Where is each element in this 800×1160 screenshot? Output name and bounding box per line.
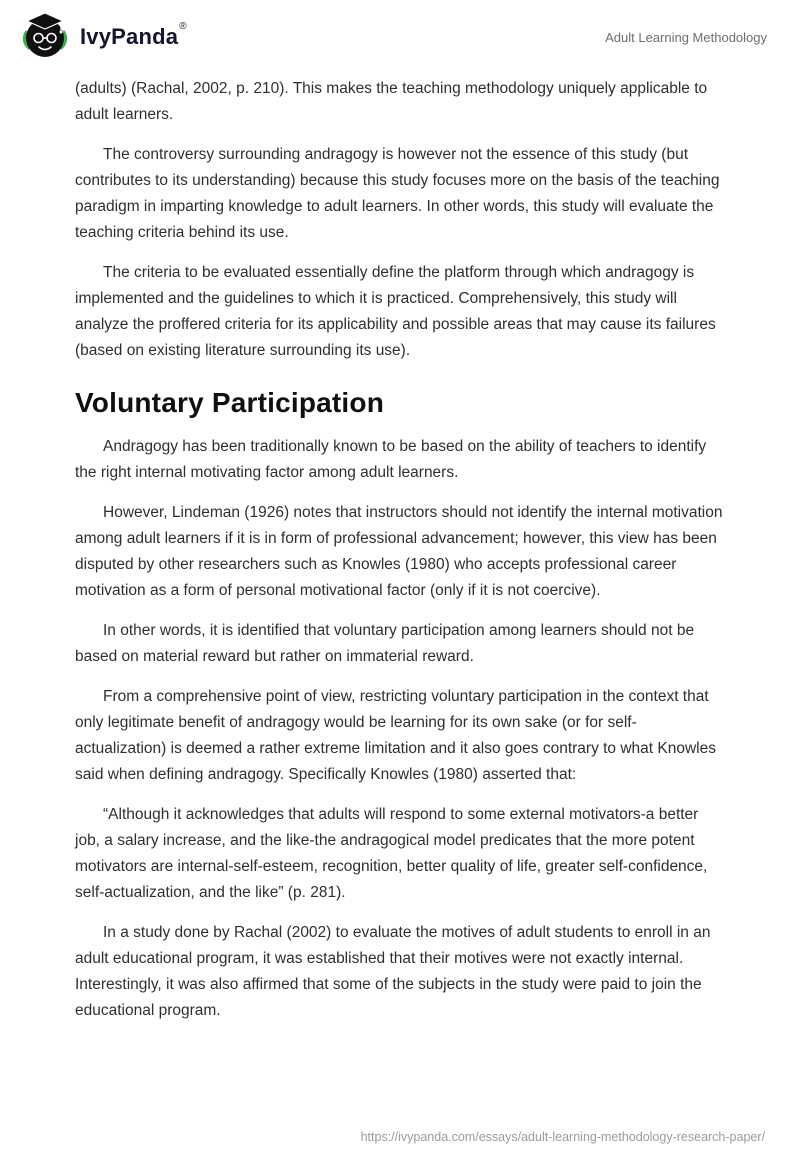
paragraph: In a study done by Rachal (2002) to evaluate the motives of adult students to enroll in an adult educational program, it was established that their motives were not exactly internal. Interestingly, it was also affirmed that some of the subjects in the study were paid to join the educational program.: [75, 924, 711, 1019]
paragraph: In other words, it is identified that voluntary participation among learners should not be based on material reward but rather on immaterial reward.: [75, 622, 695, 665]
paragraph: (adults) (Rachal, 2002, p. 210). This makes the teaching methodology uniquely applicable to adult learners.: [75, 80, 708, 123]
paragraph: However, Lindeman (1926) notes that instructors should not identify the internal motivation among adult learners if it is in form of professional advancement; however, this view has been disputed by other researchers such as Knowles (1980) who accepts professional career motivation as a form of personal motivational factor (only if it is not coercive).: [75, 504, 723, 599]
document-body: [0, 64, 800, 1024]
section-heading-voluntary-participation: Voluntary Participation: [75, 387, 385, 418]
paragraph: The criteria to be evaluated essentially define the platform through which andragogy is implemented and the guidelines to which it is practiced. Comprehensively, this study will analyze the proffered criteria for its applicability and possible areas that may cause its failures (based on existing literature surrounding its use).: [75, 264, 716, 359]
ivypanda-logo-link[interactable]: [20, 11, 186, 64]
paragraph: “Although it acknowledges that adults will respond to some external motivators-a better job, a salary increase, and the like-the andragogical model predicates that the more potent motivators are internal-self-esteem, recognition, better quality of life, greater self-confidence, self-actualization, and the like” (p. 281).: [75, 806, 708, 901]
paragraph: From a comprehensive point of view, restricting voluntary participation in the context that only legitimate benefit of andragogy would be learning for its own sake (or for self-actualization) is deemed a rather extreme limitation and it also goes contrary to what Knowles said when defining andragogy. Specifically Knowles (1980) asserted that:: [75, 688, 716, 783]
graduation-cap-logo-icon: [20, 11, 70, 64]
page-header: [0, 0, 800, 64]
registered-mark: ®: [179, 20, 187, 32]
source-url-link[interactable]: https://ivypanda.com/essays/adult-learning-methodology-research-paper/: [360, 1130, 765, 1144]
document-title: Adult Learning Methodology: [605, 29, 767, 45]
brand-name: IvyPanda®: [80, 20, 187, 49]
paragraph: The controversy surrounding andragogy is however not the essence of this study (but contributes to its understanding) because this study focuses more on the basis of the teaching paradigm in imparting knowledge to adult learners. In other words, this study will evaluate the teaching criteria behind its use.: [75, 146, 720, 241]
paragraph: Andragogy has been traditionally known to be based on the ability of teachers to identify the right internal motivating factor among adult learners.: [75, 438, 707, 481]
